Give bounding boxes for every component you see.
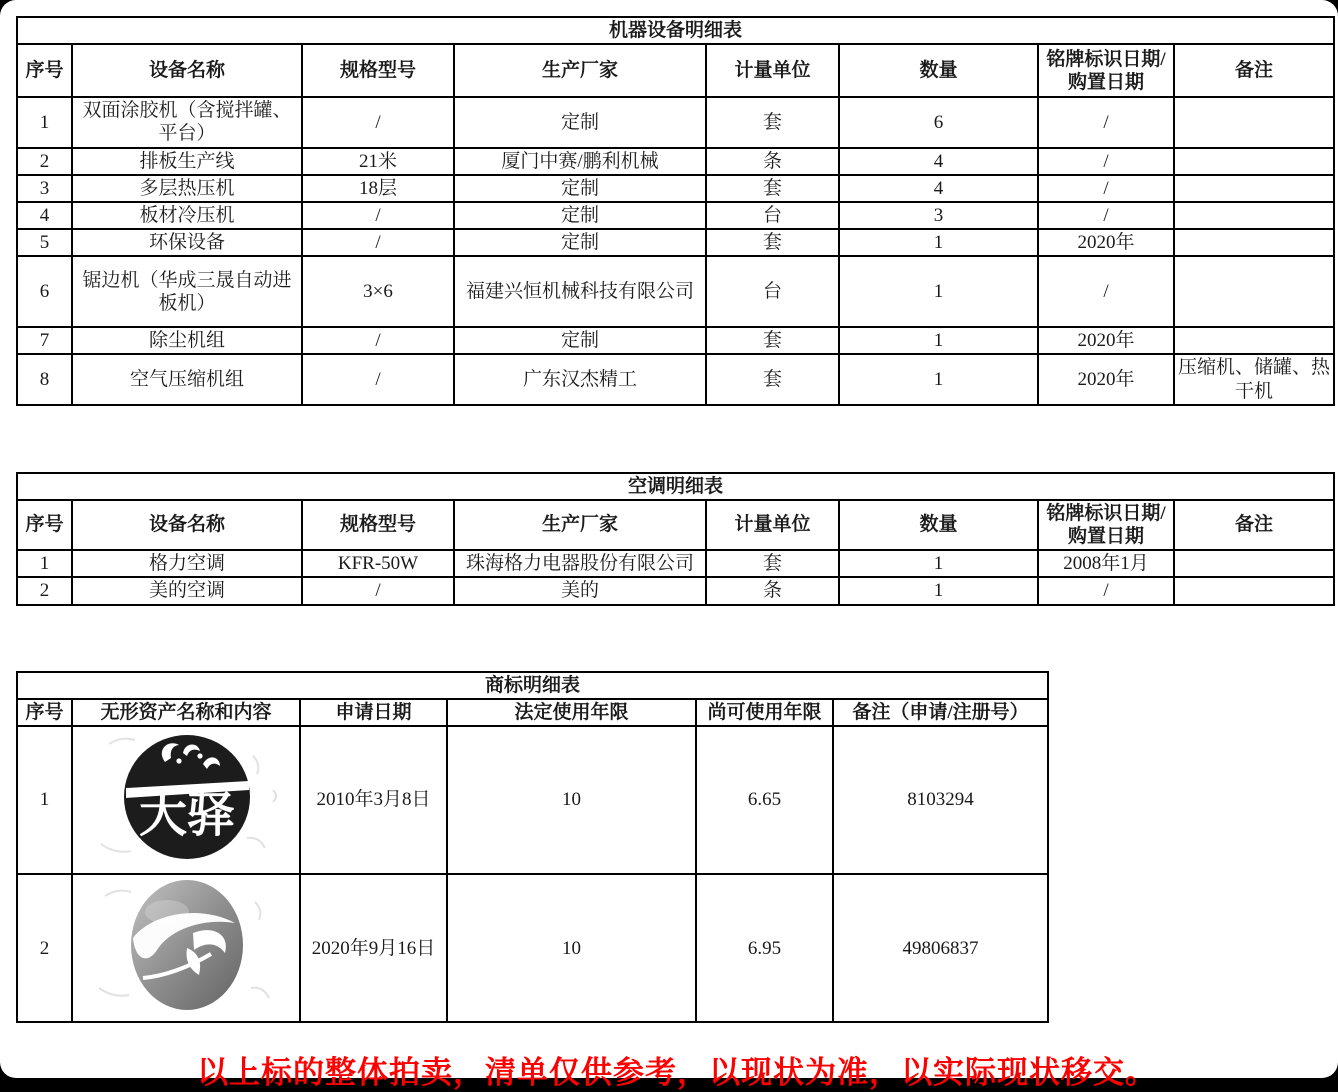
- table-cell: 美的: [454, 577, 706, 604]
- auction-notice-text: 以上标的整体拍卖，清单仅供参考，以现状为准，以实际现状移交。: [16, 1047, 1338, 1092]
- table-cell: [1174, 256, 1334, 327]
- column-header: 序号: [17, 699, 72, 726]
- table-cell: 3: [839, 202, 1038, 229]
- column-header: 设备名称: [72, 44, 302, 97]
- table-cell: 8: [17, 354, 72, 404]
- table-cell: 板材冷压机: [72, 202, 302, 229]
- column-header: 无形资产名称和内容: [72, 699, 300, 726]
- table-cell: 2008年1月: [1038, 550, 1174, 577]
- table-header-row: [17, 500, 1334, 550]
- table-cell: [1174, 175, 1334, 202]
- table-title-row: [17, 473, 1334, 500]
- table-cell: 3: [17, 175, 72, 202]
- table-cell: 4: [17, 202, 72, 229]
- table-cell: 2020年: [1038, 354, 1174, 404]
- table-cell: [1174, 327, 1334, 354]
- table-cell: [1174, 202, 1334, 229]
- column-header: 序号: [17, 44, 72, 97]
- table-cell: 21米: [302, 148, 454, 175]
- table-cell: 2020年9月16日: [300, 874, 447, 1022]
- table-cell: 2020年: [1038, 327, 1174, 354]
- table-cell: 2: [17, 577, 72, 604]
- air-conditioner-table-title: 空调明细表: [17, 473, 1334, 500]
- table-cell: 1: [839, 577, 1038, 604]
- table-cell: 广东汉杰精工: [454, 354, 706, 404]
- column-header: 铭牌标识日期/购置日期: [1038, 500, 1174, 550]
- column-header: 申请日期: [300, 699, 447, 726]
- table-cell: /: [1038, 577, 1174, 604]
- table-cell: 1: [839, 256, 1038, 327]
- table-cell: 2: [17, 874, 72, 1022]
- table-row: [17, 550, 1334, 577]
- table-row: [17, 726, 1048, 874]
- table-row: [17, 354, 1334, 404]
- column-header: 生产厂家: [454, 500, 706, 550]
- table-row: [17, 175, 1334, 202]
- table-cell: 定制: [454, 327, 706, 354]
- table-row: [17, 97, 1334, 147]
- table-cell: /: [1038, 97, 1174, 147]
- column-header: 计量单位: [706, 500, 839, 550]
- table-cell: 珠海格力电器股份有限公司: [454, 550, 706, 577]
- table-cell: KFR-50W: [302, 550, 454, 577]
- table-cell: 6.65: [696, 726, 833, 874]
- table-cell: 美的空调: [72, 577, 302, 604]
- table-row: [17, 229, 1334, 256]
- table-cell: 条: [706, 577, 839, 604]
- table-row: [17, 202, 1334, 229]
- table-cell: 格力空调: [72, 550, 302, 577]
- table-row: [17, 256, 1334, 327]
- column-header: 序号: [17, 500, 72, 550]
- table-cell: 条: [706, 148, 839, 175]
- table-cell: 2020年: [1038, 229, 1174, 256]
- column-header: 铭牌标识日期/购置日期: [1038, 44, 1174, 97]
- table-cell: 1: [839, 229, 1038, 256]
- column-header: 法定使用年限: [447, 699, 696, 726]
- table-title-row: [17, 17, 1334, 44]
- column-header: 数量: [839, 44, 1038, 97]
- table-cell: 5: [17, 229, 72, 256]
- table-cell: 福建兴恒机械科技有限公司: [454, 256, 706, 327]
- table-cell: 1: [17, 726, 72, 874]
- table-cell: 套: [706, 327, 839, 354]
- table-cell: 定制: [454, 175, 706, 202]
- table-header-row: [17, 699, 1048, 726]
- dayi-trademark-logo: [75, 728, 299, 866]
- column-header: 尚可使用年限: [696, 699, 833, 726]
- table-cell: 多层热压机: [72, 175, 302, 202]
- svg-text:大驿: 大驿: [139, 789, 235, 842]
- table-cell: 套: [706, 229, 839, 256]
- table-title-row: [17, 672, 1048, 699]
- table-cell: 49806837: [833, 874, 1048, 1022]
- table-cell: 2: [17, 148, 72, 175]
- table-cell: /: [302, 97, 454, 147]
- table-cell: 1: [839, 327, 1038, 354]
- air-conditioner-table: [16, 472, 1335, 606]
- table-cell: [1174, 148, 1334, 175]
- table-cell: 厦门中赛/鹏利机械: [454, 148, 706, 175]
- table-cell: 1: [17, 97, 72, 147]
- trademark-logo-cell: [72, 874, 300, 1022]
- table-cell: [1174, 97, 1334, 147]
- table-cell: 7: [17, 327, 72, 354]
- table-cell: [1174, 577, 1334, 604]
- table-cell: 定制: [454, 229, 706, 256]
- table-cell: 10: [447, 726, 696, 874]
- table-cell: 压缩机、储罐、热干机: [1174, 354, 1334, 404]
- column-header: 备注: [1174, 44, 1334, 97]
- table-cell: /: [302, 327, 454, 354]
- table-cell: 1: [17, 550, 72, 577]
- table-row: [17, 327, 1334, 354]
- table-cell: 套: [706, 550, 839, 577]
- table-cell: 3×6: [302, 256, 454, 327]
- table-row: [17, 577, 1334, 604]
- table-cell: /: [1038, 175, 1174, 202]
- table-cell: 4: [839, 148, 1038, 175]
- column-header: 生产厂家: [454, 44, 706, 97]
- table-cell: 排板生产线: [72, 148, 302, 175]
- table-cell: /: [1038, 256, 1174, 327]
- table-cell: 套: [706, 97, 839, 147]
- table-cell: [1174, 229, 1334, 256]
- table-cell: 定制: [454, 202, 706, 229]
- table-cell: 2010年3月8日: [300, 726, 447, 874]
- column-header: 数量: [839, 500, 1038, 550]
- table-cell: 6: [17, 256, 72, 327]
- machine-equipment-table: [16, 16, 1335, 406]
- table-cell: 除尘机组: [72, 327, 302, 354]
- column-header: 备注: [1174, 500, 1334, 550]
- table-cell: 6: [839, 97, 1038, 147]
- table-cell: [1174, 550, 1334, 577]
- column-header: 计量单位: [706, 44, 839, 97]
- table-cell: 8103294: [833, 726, 1048, 874]
- table-cell: 4: [839, 175, 1038, 202]
- trademark-table-title: 商标明细表: [17, 672, 1048, 699]
- table-cell: /: [1038, 148, 1174, 175]
- table-cell: /: [302, 354, 454, 404]
- sphere-swoosh-trademark-logo: [75, 876, 299, 1014]
- machine-equipment-table-title: 机器设备明细表: [17, 17, 1334, 44]
- trademark-logo-cell: [72, 726, 300, 874]
- table-cell: 1: [839, 354, 1038, 404]
- column-header: 规格型号: [302, 44, 454, 97]
- table-cell: 环保设备: [72, 229, 302, 256]
- table-cell: /: [302, 229, 454, 256]
- table-cell: 套: [706, 354, 839, 404]
- table-row: [17, 148, 1334, 175]
- table-cell: 6.95: [696, 874, 833, 1022]
- table-cell: /: [1038, 202, 1174, 229]
- column-header: 规格型号: [302, 500, 454, 550]
- table-cell: /: [302, 577, 454, 604]
- table-cell: 双面涂胶机（含搅拌罐、平台）: [72, 97, 302, 147]
- table-header-row: [17, 44, 1334, 97]
- table-cell: 套: [706, 175, 839, 202]
- table-cell: 10: [447, 874, 696, 1022]
- table-cell: /: [302, 202, 454, 229]
- trademark-table: [16, 671, 1049, 1024]
- table-cell: 18层: [302, 175, 454, 202]
- column-header: 备注（申请/注册号）: [833, 699, 1048, 726]
- column-header: 设备名称: [72, 500, 302, 550]
- table-row: [17, 874, 1048, 1022]
- table-cell: 台: [706, 256, 839, 327]
- table-cell: 1: [839, 550, 1038, 577]
- table-cell: 空气压缩机组: [72, 354, 302, 404]
- table-cell: 锯边机（华成三晟自动进板机）: [72, 256, 302, 327]
- table-cell: 定制: [454, 97, 706, 147]
- table-cell: 台: [706, 202, 839, 229]
